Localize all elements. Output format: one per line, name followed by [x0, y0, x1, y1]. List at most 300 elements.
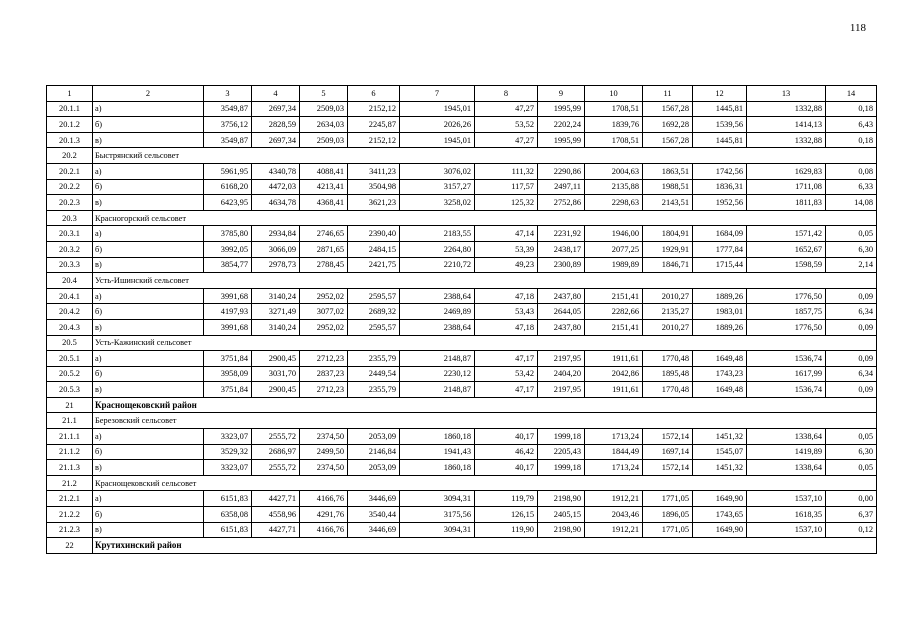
value-cell: 1332,88 — [747, 132, 826, 148]
section-id: 20.3 — [47, 210, 93, 226]
value-cell: 117,57 — [475, 179, 538, 195]
value-cell: 2298,63 — [585, 195, 643, 211]
value-cell: 2026,26 — [400, 117, 475, 133]
value-cell: 47,14 — [475, 226, 538, 242]
section-id: 20.2 — [47, 148, 93, 164]
value-cell: 2712,23 — [300, 382, 348, 398]
value-cell: 2300,89 — [538, 257, 585, 273]
value-cell: 2644,05 — [538, 304, 585, 320]
row-id: 20.3.3 — [47, 257, 93, 273]
section-title: Усть-Ишинский сельсовет — [93, 273, 877, 289]
value-cell: 1445,81 — [693, 101, 747, 117]
table-row — [47, 366, 877, 382]
value-cell: 4213,41 — [300, 179, 348, 195]
value-cell: 4088,41 — [300, 163, 348, 179]
value-cell: 2788,45 — [300, 257, 348, 273]
value-cell: 3991,68 — [204, 288, 252, 304]
value-cell: 2135,88 — [585, 179, 643, 195]
value-cell: 3411,23 — [348, 163, 400, 179]
column-header: 5 — [300, 86, 348, 102]
value-cell: 2152,12 — [348, 101, 400, 117]
value-cell: 2438,17 — [538, 241, 585, 257]
value-cell: 1743,23 — [693, 366, 747, 382]
value-cell: 1419,89 — [747, 444, 826, 460]
row-variant: б) — [93, 366, 204, 382]
row-variant: а) — [93, 288, 204, 304]
value-cell: 1776,50 — [747, 288, 826, 304]
row-variant: в) — [93, 460, 204, 476]
value-cell: 3157,27 — [400, 179, 475, 195]
value-cell: 2555,72 — [252, 429, 300, 445]
value-cell: 1338,64 — [747, 429, 826, 445]
district-id: 21 — [47, 397, 93, 413]
value-cell: 1742,56 — [693, 163, 747, 179]
value-cell: 0,09 — [826, 382, 877, 398]
value-cell: 4427,71 — [252, 491, 300, 507]
row-id: 21.2.2 — [47, 507, 93, 523]
value-cell: 2634,03 — [300, 117, 348, 133]
value-cell: 2437,80 — [538, 319, 585, 335]
value-cell: 2595,57 — [348, 319, 400, 335]
value-cell: 2499,50 — [300, 444, 348, 460]
value-cell: 1860,18 — [400, 429, 475, 445]
value-cell: 2871,65 — [300, 241, 348, 257]
table-row — [47, 304, 877, 320]
value-cell: 1567,28 — [643, 132, 693, 148]
column-header: 10 — [585, 86, 643, 102]
row-variant: а) — [93, 101, 204, 117]
value-cell: 1811,83 — [747, 195, 826, 211]
value-cell: 3094,31 — [400, 522, 475, 538]
row-variant: в) — [93, 195, 204, 211]
table-row — [47, 429, 877, 445]
value-cell: 1629,83 — [747, 163, 826, 179]
value-cell: 1776,50 — [747, 319, 826, 335]
value-cell: 0,05 — [826, 429, 877, 445]
section-title: Березовский сельсовет — [93, 413, 877, 429]
district-title: Крутихинский район — [93, 538, 877, 554]
value-cell: 1649,90 — [693, 491, 747, 507]
value-cell: 1771,05 — [643, 491, 693, 507]
row-id: 21.1.2 — [47, 444, 93, 460]
value-cell: 6358,08 — [204, 507, 252, 523]
value-cell: 3271,49 — [252, 304, 300, 320]
value-cell: 3751,84 — [204, 382, 252, 398]
value-cell: 47,27 — [475, 132, 538, 148]
value-cell: 0,00 — [826, 491, 877, 507]
value-cell: 1863,51 — [643, 163, 693, 179]
value-cell: 2449,54 — [348, 366, 400, 382]
column-header: 2 — [93, 86, 204, 102]
value-cell: 3076,02 — [400, 163, 475, 179]
value-cell: 1537,10 — [747, 491, 826, 507]
value-cell: 6,34 — [826, 366, 877, 382]
value-cell: 2388,64 — [400, 288, 475, 304]
row-id: 21.2.3 — [47, 522, 93, 538]
value-cell: 1999,18 — [538, 429, 585, 445]
row-id: 21.1.3 — [47, 460, 93, 476]
row-id: 20.2.1 — [47, 163, 93, 179]
value-cell: 3785,80 — [204, 226, 252, 242]
row-variant: а) — [93, 351, 204, 367]
table-row — [47, 101, 877, 117]
value-cell: 1684,09 — [693, 226, 747, 242]
value-cell: 46,42 — [475, 444, 538, 460]
value-cell: 4634,78 — [252, 195, 300, 211]
district-row — [47, 397, 877, 413]
value-cell: 1846,71 — [643, 257, 693, 273]
value-cell: 14,08 — [826, 195, 877, 211]
value-cell: 2282,66 — [585, 304, 643, 320]
section-row — [47, 335, 877, 351]
row-variant: б) — [93, 507, 204, 523]
column-header: 7 — [400, 86, 475, 102]
value-cell: 126,15 — [475, 507, 538, 523]
value-cell: 2978,73 — [252, 257, 300, 273]
value-cell: 5961,95 — [204, 163, 252, 179]
value-cell: 1889,26 — [693, 288, 747, 304]
row-variant: а) — [93, 429, 204, 445]
value-cell: 2374,50 — [300, 460, 348, 476]
column-header: 9 — [538, 86, 585, 102]
value-cell: 3756,12 — [204, 117, 252, 133]
value-cell: 3621,23 — [348, 195, 400, 211]
column-header: 13 — [747, 86, 826, 102]
value-cell: 1711,08 — [747, 179, 826, 195]
row-variant: а) — [93, 226, 204, 242]
value-cell: 3094,31 — [400, 491, 475, 507]
row-id: 20.4.2 — [47, 304, 93, 320]
value-cell: 1567,28 — [643, 101, 693, 117]
row-variant: б) — [93, 444, 204, 460]
value-cell: 1338,64 — [747, 460, 826, 476]
value-cell: 40,17 — [475, 429, 538, 445]
value-cell: 1536,74 — [747, 382, 826, 398]
value-cell: 3854,77 — [204, 257, 252, 273]
table-row — [47, 351, 877, 367]
row-id: 20.5.3 — [47, 382, 93, 398]
value-cell: 2437,80 — [538, 288, 585, 304]
section-id: 21.2 — [47, 475, 93, 491]
value-cell: 1598,59 — [747, 257, 826, 273]
row-variant: в) — [93, 319, 204, 335]
value-cell: 53,39 — [475, 241, 538, 257]
value-cell: 119,79 — [475, 491, 538, 507]
value-cell: 3031,70 — [252, 366, 300, 382]
value-cell: 2230,12 — [400, 366, 475, 382]
row-id: 20.2.3 — [47, 195, 93, 211]
district-title: Краснощековский район — [93, 397, 877, 413]
value-cell: 2210,72 — [400, 257, 475, 273]
value-cell: 2390,40 — [348, 226, 400, 242]
table-row — [47, 522, 877, 538]
value-cell: 1836,31 — [693, 179, 747, 195]
section-row — [47, 273, 877, 289]
table-row — [47, 241, 877, 257]
value-cell: 3549,87 — [204, 132, 252, 148]
value-cell: 2952,02 — [300, 288, 348, 304]
value-cell: 1952,56 — [693, 195, 747, 211]
value-cell: 1697,14 — [643, 444, 693, 460]
column-header: 12 — [693, 86, 747, 102]
value-cell: 47,18 — [475, 319, 538, 335]
row-variant: б) — [93, 117, 204, 133]
value-cell: 2555,72 — [252, 460, 300, 476]
value-cell: 2205,43 — [538, 444, 585, 460]
table-row — [47, 382, 877, 398]
value-cell: 3446,69 — [348, 522, 400, 538]
value-cell: 2197,95 — [538, 351, 585, 367]
value-cell: 2484,15 — [348, 241, 400, 257]
value-cell: 1536,74 — [747, 351, 826, 367]
value-cell: 1451,32 — [693, 460, 747, 476]
value-cell: 1895,48 — [643, 366, 693, 382]
value-cell: 2010,27 — [643, 319, 693, 335]
table-row — [47, 460, 877, 476]
value-cell: 0,05 — [826, 460, 877, 476]
value-cell: 1857,75 — [747, 304, 826, 320]
value-cell: 4427,71 — [252, 522, 300, 538]
value-cell: 2934,84 — [252, 226, 300, 242]
table-row — [47, 163, 877, 179]
row-id: 20.5.1 — [47, 351, 93, 367]
section-title: Быстрянский сельсовет — [93, 148, 877, 164]
column-header: 14 — [826, 86, 877, 102]
table-row — [47, 319, 877, 335]
value-cell: 2183,55 — [400, 226, 475, 242]
row-id: 20.4.3 — [47, 319, 93, 335]
value-cell: 2148,87 — [400, 351, 475, 367]
value-cell: 2148,87 — [400, 382, 475, 398]
value-cell: 6423,95 — [204, 195, 252, 211]
row-variant: б) — [93, 304, 204, 320]
value-cell: 2837,23 — [300, 366, 348, 382]
value-cell: 1945,01 — [400, 132, 475, 148]
value-cell: 2231,92 — [538, 226, 585, 242]
value-cell: 1571,42 — [747, 226, 826, 242]
value-cell: 1912,21 — [585, 522, 643, 538]
value-cell: 1618,35 — [747, 507, 826, 523]
value-cell: 3323,07 — [204, 460, 252, 476]
row-variant: в) — [93, 132, 204, 148]
row-variant: а) — [93, 163, 204, 179]
value-cell: 2198,90 — [538, 522, 585, 538]
value-cell: 3140,24 — [252, 319, 300, 335]
value-cell: 2151,41 — [585, 319, 643, 335]
value-cell: 2004,63 — [585, 163, 643, 179]
value-cell: 2595,57 — [348, 288, 400, 304]
value-cell: 2388,64 — [400, 319, 475, 335]
value-cell: 2135,27 — [643, 304, 693, 320]
row-id: 20.2.2 — [47, 179, 93, 195]
table-row — [47, 226, 877, 242]
value-cell: 1572,14 — [643, 429, 693, 445]
value-cell: 2752,86 — [538, 195, 585, 211]
tariff-table — [46, 85, 877, 554]
value-cell: 1649,48 — [693, 382, 747, 398]
value-cell: 53,42 — [475, 366, 538, 382]
value-cell: 1999,18 — [538, 460, 585, 476]
value-cell: 1989,89 — [585, 257, 643, 273]
row-id: 21.1.1 — [47, 429, 93, 445]
district-row — [47, 538, 877, 554]
value-cell: 2290,86 — [538, 163, 585, 179]
value-cell: 3540,44 — [348, 507, 400, 523]
value-cell: 1715,44 — [693, 257, 747, 273]
value-cell: 3751,84 — [204, 351, 252, 367]
value-cell: 1911,61 — [585, 382, 643, 398]
value-cell: 1708,51 — [585, 101, 643, 117]
value-cell: 2151,41 — [585, 288, 643, 304]
value-cell: 2202,24 — [538, 117, 585, 133]
value-cell: 1896,05 — [643, 507, 693, 523]
value-cell: 1617,99 — [747, 366, 826, 382]
row-id: 20.3.2 — [47, 241, 93, 257]
section-id: 20.4 — [47, 273, 93, 289]
section-title: Усть-Кажинский сельсовет — [93, 335, 877, 351]
value-cell: 3258,02 — [400, 195, 475, 211]
row-id: 20.5.2 — [47, 366, 93, 382]
value-cell: 6168,20 — [204, 179, 252, 195]
value-cell: 6,33 — [826, 179, 877, 195]
value-cell: 6151,83 — [204, 491, 252, 507]
value-cell: 1770,48 — [643, 382, 693, 398]
value-cell: 47,27 — [475, 101, 538, 117]
value-cell: 6,34 — [826, 304, 877, 320]
value-cell: 0,05 — [826, 226, 877, 242]
value-cell: 1572,14 — [643, 460, 693, 476]
column-header: 4 — [252, 86, 300, 102]
section-row — [47, 210, 877, 226]
value-cell: 2053,09 — [348, 429, 400, 445]
value-cell: 6,30 — [826, 241, 877, 257]
value-cell: 1649,90 — [693, 522, 747, 538]
value-cell: 1941,43 — [400, 444, 475, 460]
value-cell: 3175,56 — [400, 507, 475, 523]
value-cell: 1771,05 — [643, 522, 693, 538]
value-cell: 2828,59 — [252, 117, 300, 133]
value-cell: 6151,83 — [204, 522, 252, 538]
value-cell: 2043,46 — [585, 507, 643, 523]
table-row — [47, 257, 877, 273]
table-row — [47, 288, 877, 304]
section-title: Красногорский сельсовет — [93, 210, 877, 226]
value-cell: 1988,51 — [643, 179, 693, 195]
value-cell: 1911,61 — [585, 351, 643, 367]
value-cell: 1451,32 — [693, 429, 747, 445]
row-variant: в) — [93, 522, 204, 538]
value-cell: 1743,65 — [693, 507, 747, 523]
value-cell: 2355,79 — [348, 351, 400, 367]
value-cell: 4291,76 — [300, 507, 348, 523]
value-cell: 2355,79 — [348, 382, 400, 398]
value-cell: 2405,15 — [538, 507, 585, 523]
value-cell: 1652,67 — [747, 241, 826, 257]
value-cell: 0,09 — [826, 288, 877, 304]
value-cell: 47,17 — [475, 382, 538, 398]
row-id: 20.1.2 — [47, 117, 93, 133]
value-cell: 2509,03 — [300, 132, 348, 148]
value-cell: 2497,11 — [538, 179, 585, 195]
value-cell: 2421,75 — [348, 257, 400, 273]
value-cell: 2146,84 — [348, 444, 400, 460]
table-row — [47, 117, 877, 133]
row-id: 20.1.1 — [47, 101, 93, 117]
value-cell: 1332,88 — [747, 101, 826, 117]
value-cell: 2697,34 — [252, 101, 300, 117]
table-row — [47, 179, 877, 195]
value-cell: 53,52 — [475, 117, 538, 133]
value-cell: 0,12 — [826, 522, 877, 538]
table-row — [47, 195, 877, 211]
row-variant: б) — [93, 179, 204, 195]
value-cell: 0,18 — [826, 132, 877, 148]
value-cell: 1770,48 — [643, 351, 693, 367]
value-cell: 2010,27 — [643, 288, 693, 304]
row-variant: в) — [93, 257, 204, 273]
value-cell: 1946,00 — [585, 226, 643, 242]
value-cell: 2264,80 — [400, 241, 475, 257]
value-cell: 2152,12 — [348, 132, 400, 148]
value-cell: 1995,99 — [538, 132, 585, 148]
row-id: 20.3.1 — [47, 226, 93, 242]
value-cell: 1804,91 — [643, 226, 693, 242]
value-cell: 3992,05 — [204, 241, 252, 257]
value-cell: 1545,07 — [693, 444, 747, 460]
value-cell: 2,14 — [826, 257, 877, 273]
value-cell: 2952,02 — [300, 319, 348, 335]
value-cell: 3140,24 — [252, 288, 300, 304]
section-row — [47, 413, 877, 429]
value-cell: 0,18 — [826, 101, 877, 117]
value-cell: 6,37 — [826, 507, 877, 523]
value-cell: 1414,13 — [747, 117, 826, 133]
section-row — [47, 148, 877, 164]
value-cell: 1777,84 — [693, 241, 747, 257]
value-cell: 2404,20 — [538, 366, 585, 382]
district-id: 22 — [47, 538, 93, 554]
table-row — [47, 507, 877, 523]
value-cell: 2712,23 — [300, 351, 348, 367]
value-cell: 1889,26 — [693, 319, 747, 335]
value-cell: 4197,93 — [204, 304, 252, 320]
row-variant: а) — [93, 491, 204, 507]
value-cell: 3991,68 — [204, 319, 252, 335]
value-cell: 1844,49 — [585, 444, 643, 460]
value-cell: 3958,09 — [204, 366, 252, 382]
column-header: 11 — [643, 86, 693, 102]
value-cell: 53,43 — [475, 304, 538, 320]
value-cell: 111,32 — [475, 163, 538, 179]
value-cell: 125,32 — [475, 195, 538, 211]
row-variant: в) — [93, 382, 204, 398]
section-id: 20.5 — [47, 335, 93, 351]
value-cell: 2053,09 — [348, 460, 400, 476]
value-cell: 4340,78 — [252, 163, 300, 179]
value-cell: 1713,24 — [585, 460, 643, 476]
row-id: 20.1.3 — [47, 132, 93, 148]
column-header: 6 — [348, 86, 400, 102]
value-cell: 1649,48 — [693, 351, 747, 367]
value-cell: 6,43 — [826, 117, 877, 133]
section-id: 21.1 — [47, 413, 93, 429]
value-cell: 2746,65 — [300, 226, 348, 242]
value-cell: 4166,76 — [300, 491, 348, 507]
value-cell: 2469,89 — [400, 304, 475, 320]
value-cell: 2077,25 — [585, 241, 643, 257]
value-cell: 119,90 — [475, 522, 538, 538]
value-cell: 1445,81 — [693, 132, 747, 148]
